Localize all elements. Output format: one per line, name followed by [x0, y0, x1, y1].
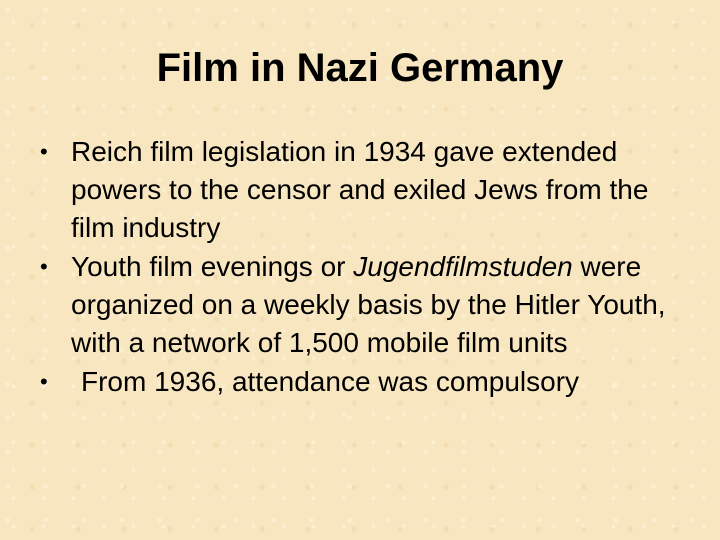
slide-title: Film in Nazi Germany	[156, 46, 564, 90]
bullet-text: Reich film legislation in 1934 gave extended powers to the censor and exiled Jews from the film industry	[71, 136, 649, 243]
bullet-item	[40, 248, 680, 362]
bullet-item	[40, 363, 680, 401]
bullet-icon: •	[40, 369, 48, 394]
bullet-list	[40, 133, 680, 402]
bullet-text: Youth film evenings or	[71, 251, 354, 282]
bullet-text: were organized on a weekly basis by the Hitler Youth, with a network of 1,500 mobile film units	[71, 251, 666, 358]
bullet-icon: •	[40, 254, 48, 279]
bullet-item	[40, 133, 680, 247]
bullet-icon: •	[40, 139, 48, 164]
bullet-text: From 1936, attendance was compulsory	[81, 366, 580, 397]
bullet-italic-term: Jugendfilmstuden	[353, 251, 573, 282]
